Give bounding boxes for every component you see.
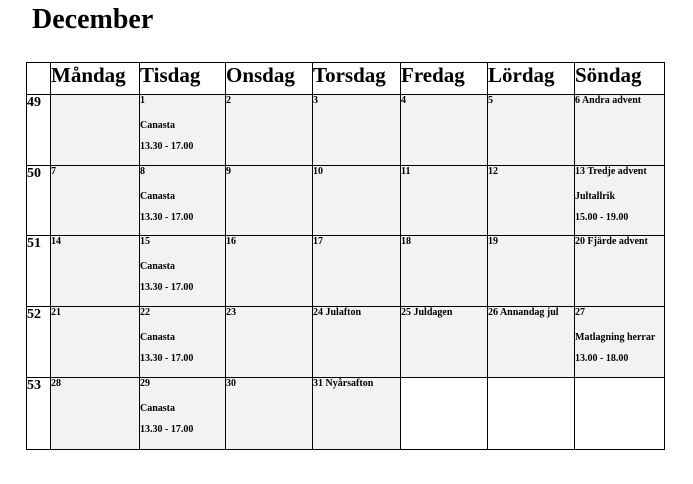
- event-time: 13.30 - 17.00: [140, 282, 194, 293]
- day-cell: [575, 378, 665, 450]
- calendar-table: [26, 62, 665, 450]
- day-cell: [313, 378, 401, 450]
- week-row: [27, 95, 665, 166]
- day-cell: [488, 236, 575, 307]
- page-title: December: [32, 4, 154, 35]
- day-cell: [226, 236, 313, 307]
- day-cell: [488, 378, 575, 450]
- day-number: 10: [313, 166, 323, 177]
- week-number: 53: [27, 378, 51, 450]
- day-number: 24 Julafton: [313, 307, 362, 318]
- day-number: 1: [140, 95, 145, 106]
- week-row: [27, 166, 665, 236]
- day-number: 17: [313, 236, 323, 247]
- weekday-header-row: [27, 63, 665, 95]
- week-number: 52: [27, 307, 51, 378]
- weekday-header: Måndag: [51, 63, 140, 95]
- day-cell: [488, 307, 575, 378]
- weekday-header: Torsdag: [313, 63, 401, 95]
- day-cell: [226, 307, 313, 378]
- day-cell: [401, 95, 488, 166]
- day-cell: [313, 166, 401, 236]
- weekday-header: Fredag: [401, 63, 488, 95]
- weekday-header: Söndag: [575, 63, 665, 95]
- day-cell: [226, 166, 313, 236]
- day-cell: [51, 236, 140, 307]
- day-cell: [401, 307, 488, 378]
- day-cell: [575, 95, 665, 166]
- day-number: 21: [51, 307, 61, 318]
- day-number: 6 Andra advent: [575, 95, 642, 106]
- day-number: 14: [51, 236, 61, 247]
- weekday-header: Onsdag: [226, 63, 313, 95]
- event-name: Canasta: [140, 403, 176, 414]
- day-number: 16: [226, 236, 236, 247]
- day-cell: [313, 236, 401, 307]
- day-cell: [401, 378, 488, 450]
- day-cell: [226, 95, 313, 166]
- day-cell: [51, 378, 140, 450]
- day-number: 8: [140, 166, 145, 177]
- day-number: 4: [401, 95, 406, 106]
- event-time: 13.30 - 17.00: [140, 353, 194, 364]
- week-number: 51: [27, 236, 51, 307]
- weekday-header: Tisdag: [140, 63, 226, 95]
- day-number: 23: [226, 307, 236, 318]
- day-cell: [140, 95, 226, 166]
- week-row: [27, 307, 665, 378]
- event-name: Canasta: [140, 261, 176, 272]
- day-number: 9: [226, 166, 231, 177]
- event-name: Canasta: [140, 120, 176, 131]
- day-cell: [226, 378, 313, 450]
- day-number: 27: [575, 307, 585, 318]
- event-time: 13.30 - 17.00: [140, 141, 194, 152]
- day-number: 3: [313, 95, 318, 106]
- day-cell: [51, 95, 140, 166]
- event-name: Matlagning herrar: [575, 332, 656, 343]
- day-cell: [401, 236, 488, 307]
- week-row: [27, 236, 665, 307]
- event-time: 15.00 - 19.00: [575, 212, 629, 223]
- day-number: 7: [51, 166, 56, 177]
- day-number: 26 Annandag jul: [488, 307, 559, 318]
- day-cell: [313, 307, 401, 378]
- day-cell: [140, 378, 226, 450]
- day-number: 29: [140, 378, 150, 389]
- day-cell: [575, 166, 665, 236]
- day-number: 22: [140, 307, 150, 318]
- day-cell: [575, 236, 665, 307]
- event-name: Canasta: [140, 191, 176, 202]
- day-number: 20 Fjärde advent: [575, 236, 648, 247]
- weekday-header: Lördag: [488, 63, 575, 95]
- header-corner: [27, 63, 51, 95]
- week-number: 49: [27, 95, 51, 166]
- day-cell: [488, 95, 575, 166]
- day-number: 2: [226, 95, 231, 106]
- day-cell: [140, 166, 226, 236]
- day-number: 19: [488, 236, 498, 247]
- day-cell: [51, 166, 140, 236]
- day-cell: [140, 236, 226, 307]
- day-cell: [488, 166, 575, 236]
- day-number: 12: [488, 166, 498, 177]
- week-row: [27, 378, 665, 450]
- day-number: 13 Tredje advent: [575, 166, 647, 177]
- day-number: 18: [401, 236, 411, 247]
- event-name: Canasta: [140, 332, 176, 343]
- day-number: 5: [488, 95, 493, 106]
- week-number: 50: [27, 166, 51, 236]
- event-time: 13.30 - 17.00: [140, 212, 194, 223]
- day-number: 31 Nyårsafton: [313, 378, 374, 389]
- day-number: 11: [401, 166, 411, 177]
- day-cell: [51, 307, 140, 378]
- day-number: 30: [226, 378, 236, 389]
- event-time: 13.30 - 17.00: [140, 424, 194, 435]
- day-cell: [575, 307, 665, 378]
- day-cell: [140, 307, 226, 378]
- day-number: 28: [51, 378, 61, 389]
- day-cell: [401, 166, 488, 236]
- day-number: 25 Juldagen: [401, 307, 453, 318]
- day-cell: [313, 95, 401, 166]
- event-time: 13.00 - 18.00: [575, 353, 629, 364]
- day-number: 15: [140, 236, 150, 247]
- event-name: Jultallrik: [575, 191, 616, 202]
